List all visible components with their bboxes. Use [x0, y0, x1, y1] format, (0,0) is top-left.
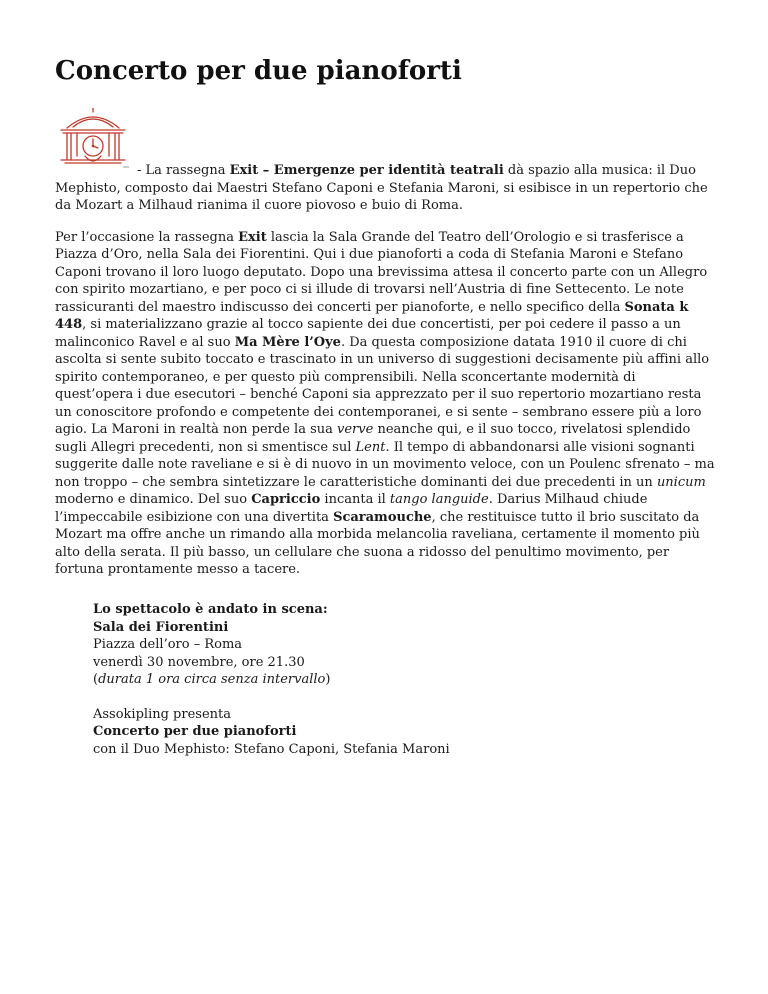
work-title: Ma Mère l’Oye	[234, 334, 341, 350]
article-text: lascia la Sala Grande del Teatro dell’Orologio e si trasferisce a Piazza d’Oro, nella Sala dei Fiorentini. Qui i due pianoforti a coda di Stefania Maroni e Stefano Caponi trovano il loro luogo deputato. Dopo una brevissima attesa il concerto parte con un Allegro con spirito mozartiano, e per poco ci si illude di trovarsi nell’Austria di fine Settecento. Le note rassicuranti del maestro indiscusso dei concerti per pianoforte, e nello specifico della	[55, 229, 708, 315]
presenter: Assokipling presenta	[93, 706, 231, 722]
article-text: neanche qui, e il suo tocco, rivelatosi splendido sugli Allegri precedenti, non si smentisce sul	[55, 422, 691, 455]
cast: con il Duo Mephisto: Stefano Caponi, Stefania Maroni	[93, 741, 450, 757]
article-text: incanta il	[320, 492, 390, 507]
theatre-clock-logo-icon	[55, 108, 131, 168]
show-title: Concerto per due pianoforti	[93, 724, 297, 739]
venue-name: Sala dei Fiorentini	[93, 619, 229, 635]
festival-name-short: Exit	[238, 229, 267, 245]
article-text: , che restituisce tutto il brio suscitato da Mozart ma offre anche un rimando alla morbida melancolia raveliana, certamente il momento più alto della serata. Il più basso, un cellulare che suona a ridosso del penultimo movimento, per fortuna prontamente messo a tacere.	[55, 509, 700, 577]
article-text: Per l’occasione la rassegna	[55, 229, 239, 245]
article-text: . Darius Milhaud chiude l’impeccabile esibizione con una divertita	[55, 492, 648, 525]
article-text: . Da questa composizione datata 1910 il cuore di chi ascolta si sente subito toccato e trascinato in un universo di suggestioni decisamente più affini allo spirito contemporaneo, e per questo più comprensibili. Nella sconcertante modernità di quest’opera i due esecutori – benché Caponi sia apprezzato per il suo repertorio mozartiano resta un conoscitore profondo e competente dei contemporanei, e si sente – sembrano essere più a loro agio. La Maroni in realtà non perde la sua	[55, 334, 710, 437]
article-text: , si materializzano grazie al tocco sapiente dei due concertisti, per poi cedere il passo a un malinconico Ravel e al suo	[55, 317, 681, 350]
italic-term: tango languide	[389, 492, 489, 507]
article-body	[55, 108, 715, 596]
article-text: . Il tempo di abbandonarsi alle visioni sognanti suggerite dalle note raveliane e si è di nuovo in un movimento veloce, con un Poulenc sfrenato – ma non troppo – che sembra sintetizzare le caratteristiche dominanti dei due precedenti in un	[55, 439, 715, 490]
italic-term: unicum	[656, 474, 706, 490]
show-date: venerdì 30 novembre, ore 21.30	[93, 654, 305, 670]
info-heading: Lo spettacolo è andato in scena:	[93, 602, 328, 617]
credits-block	[93, 706, 693, 759]
italic-term: Lent	[355, 439, 386, 455]
work-title: Scaramouche	[333, 509, 432, 525]
italic-term: verve	[337, 422, 374, 437]
venue-block	[93, 601, 693, 689]
article-text: moderno e dinamico. Del suo	[55, 492, 252, 507]
page-title: Concerto per due pianoforti	[55, 56, 462, 86]
paren: )	[325, 672, 331, 687]
show-info-box	[93, 601, 693, 775]
venue-address: Piazza dell’oro – Roma	[93, 637, 243, 652]
duration-text: durata 1 ora circa senza intervallo	[98, 672, 326, 687]
work-title: Sonata k 448	[55, 299, 689, 332]
intro-paragraph	[55, 162, 715, 215]
intro-text: - La rassegna	[137, 163, 230, 178]
festival-name: Exit – Emergenze per identità teatrali	[229, 163, 504, 178]
show-duration	[93, 671, 693, 689]
intro-text: dà spazio alla musica: il Duo Mephisto, composto dai Maestri Stefano Caponi e Stefania Maroni, si esibisce in un repertorio che da Mozart a Milhaud rianima il cuore piovoso e buio di Roma.	[55, 163, 708, 213]
paren: (	[93, 672, 99, 687]
article-paragraph	[55, 229, 715, 579]
work-title: Capriccio	[251, 492, 321, 507]
